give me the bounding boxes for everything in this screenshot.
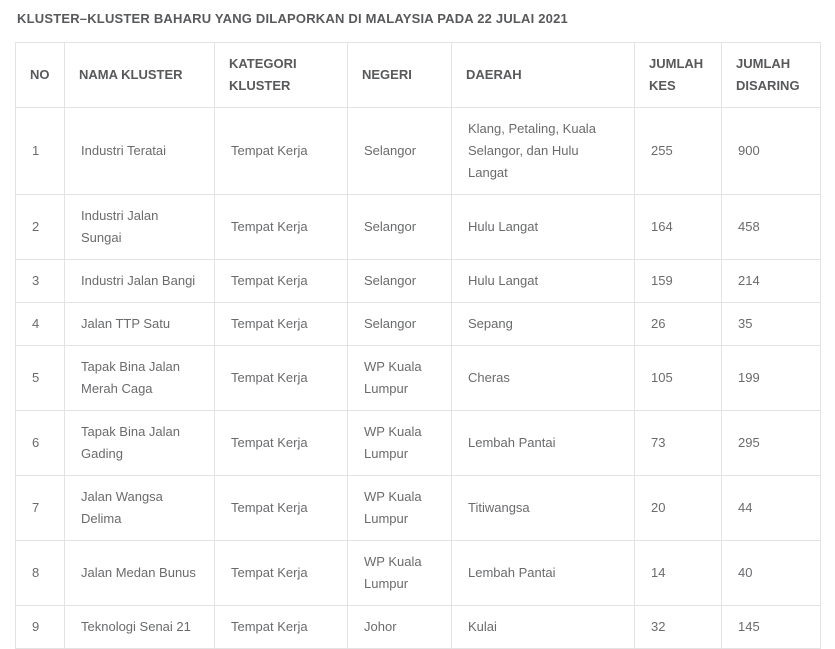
clusters-table: [15, 42, 821, 649]
cell-no: 1: [16, 108, 65, 195]
cell-jumlah-disaring: 900: [722, 108, 821, 195]
cell-kategori-kluster: Tempat Kerja: [215, 346, 348, 411]
header-cell-negeri: NEGERI: [348, 43, 452, 108]
cell-jumlah-disaring: 295: [722, 411, 821, 476]
cell-nama-kluster: Jalan Wangsa Delima: [65, 476, 215, 541]
cell-jumlah-disaring: 145: [722, 606, 821, 649]
table-head: [16, 43, 821, 108]
cell-daerah: Titiwangsa: [452, 476, 635, 541]
cell-jumlah-kes: 159: [635, 260, 722, 303]
cell-negeri: Selangor: [348, 303, 452, 346]
cell-no: 3: [16, 260, 65, 303]
cell-daerah: Lembah Pantai: [452, 411, 635, 476]
table-body: [16, 108, 821, 649]
header-cell-kategori-kluster: KATEGORI KLUSTER: [215, 43, 348, 108]
cell-kategori-kluster: Tempat Kerja: [215, 303, 348, 346]
cell-jumlah-disaring: 458: [722, 195, 821, 260]
cell-kategori-kluster: Tempat Kerja: [215, 606, 348, 649]
table-row: [16, 260, 821, 303]
cell-negeri: WP Kuala Lumpur: [348, 541, 452, 606]
cell-jumlah-kes: 255: [635, 108, 722, 195]
cell-no: 7: [16, 476, 65, 541]
cell-no: 8: [16, 541, 65, 606]
table-row: [16, 476, 821, 541]
cell-jumlah-disaring: 40: [722, 541, 821, 606]
cell-jumlah-kes: 73: [635, 411, 722, 476]
cell-negeri: WP Kuala Lumpur: [348, 476, 452, 541]
cell-jumlah-kes: 32: [635, 606, 722, 649]
cell-no: 5: [16, 346, 65, 411]
cell-jumlah-disaring: 35: [722, 303, 821, 346]
table-row: [16, 606, 821, 649]
table-row: [16, 346, 821, 411]
cell-daerah: Kulai: [452, 606, 635, 649]
cell-jumlah-kes: 26: [635, 303, 722, 346]
cell-kategori-kluster: Tempat Kerja: [215, 411, 348, 476]
cell-jumlah-kes: 20: [635, 476, 722, 541]
cell-no: 6: [16, 411, 65, 476]
header-cell-daerah: DAERAH: [452, 43, 635, 108]
cell-kategori-kluster: Tempat Kerja: [215, 108, 348, 195]
table-row: [16, 108, 821, 195]
cell-nama-kluster: Tapak Bina Jalan Gading: [65, 411, 215, 476]
header-cell-nama-kluster: NAMA KLUSTER: [65, 43, 215, 108]
cell-no: 2: [16, 195, 65, 260]
cell-daerah: Lembah Pantai: [452, 541, 635, 606]
cell-nama-kluster: Industri Teratai: [65, 108, 215, 195]
cell-kategori-kluster: Tempat Kerja: [215, 476, 348, 541]
cell-no: 4: [16, 303, 65, 346]
table-header-row: [16, 43, 821, 108]
cell-negeri: WP Kuala Lumpur: [348, 411, 452, 476]
cell-nama-kluster: Tapak Bina Jalan Merah Caga: [65, 346, 215, 411]
cell-daerah: Cheras: [452, 346, 635, 411]
cell-negeri: Selangor: [348, 108, 452, 195]
header-cell-jumlah-disaring: JUMLAH DISARING: [722, 43, 821, 108]
table-row: [16, 411, 821, 476]
cell-nama-kluster: Teknologi Senai 21: [65, 606, 215, 649]
table-row: [16, 303, 821, 346]
table-row: [16, 195, 821, 260]
cell-no: 9: [16, 606, 65, 649]
cell-nama-kluster: Jalan Medan Bunus: [65, 541, 215, 606]
page-title: KLUSTER–KLUSTER BAHARU YANG DILAPORKAN DI MALAYSIA PADA 22 JULAI 2021: [17, 11, 568, 26]
header-cell-jumlah-kes: JUMLAH KES: [635, 43, 722, 108]
cell-jumlah-disaring: 214: [722, 260, 821, 303]
cell-negeri: WP Kuala Lumpur: [348, 346, 452, 411]
table-row: [16, 541, 821, 606]
cell-negeri: Selangor: [348, 260, 452, 303]
cell-jumlah-disaring: 199: [722, 346, 821, 411]
cell-nama-kluster: Jalan TTP Satu: [65, 303, 215, 346]
cell-jumlah-disaring: 44: [722, 476, 821, 541]
cell-kategori-kluster: Tempat Kerja: [215, 260, 348, 303]
cell-daerah: Sepang: [452, 303, 635, 346]
cell-jumlah-kes: 164: [635, 195, 722, 260]
cell-daerah: Hulu Langat: [452, 195, 635, 260]
cell-nama-kluster: Industri Jalan Bangi: [65, 260, 215, 303]
cell-kategori-kluster: Tempat Kerja: [215, 195, 348, 260]
cell-kategori-kluster: Tempat Kerja: [215, 541, 348, 606]
header-cell-no: NO: [16, 43, 65, 108]
clusters-table-container: [15, 42, 820, 649]
cell-negeri: Johor: [348, 606, 452, 649]
cell-nama-kluster: Industri Jalan Sungai: [65, 195, 215, 260]
cell-jumlah-kes: 105: [635, 346, 722, 411]
cell-jumlah-kes: 14: [635, 541, 722, 606]
cell-negeri: Selangor: [348, 195, 452, 260]
cell-daerah: Klang, Petaling, Kuala Selangor, dan Hulu Langat: [452, 108, 635, 195]
cell-daerah: Hulu Langat: [452, 260, 635, 303]
